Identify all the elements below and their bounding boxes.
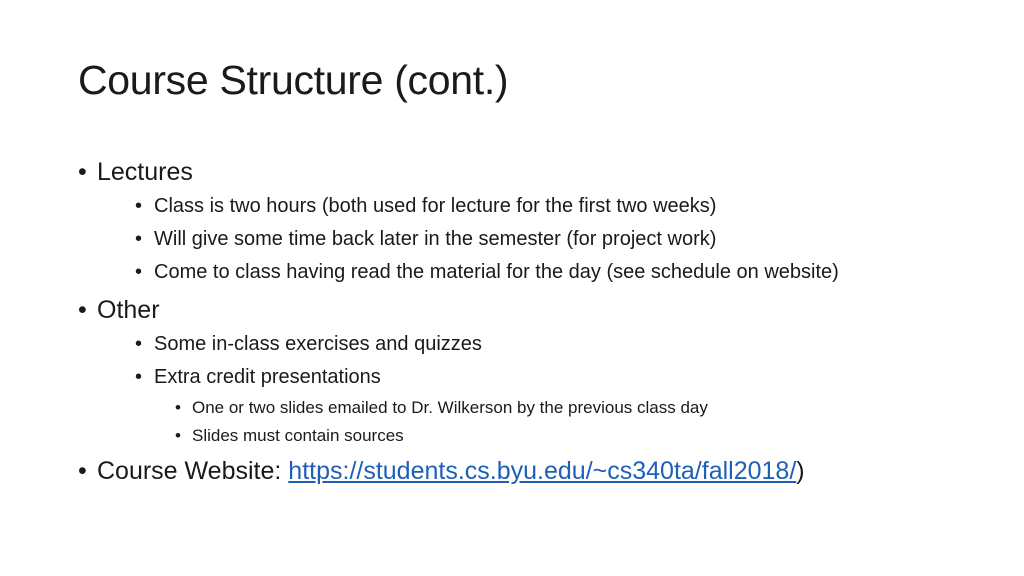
- bullet-label: Other: [97, 296, 160, 324]
- sub-sub-bullet-text: One or two slides emailed to Dr. Wilkerson by the previous class day: [192, 398, 708, 417]
- sub-bullet: [97, 190, 998, 223]
- bullet-course-website: [78, 453, 998, 489]
- sub-sub-bullet: [97, 422, 998, 450]
- sub-bullet-text: Class is two hours (both used for lecture for the first two weeks): [154, 195, 717, 217]
- bullet-dot-icon: •: [175, 426, 181, 445]
- sub-bullet-list: [97, 190, 998, 289]
- website-trailing: ): [796, 457, 805, 485]
- sub-bullet-list: [97, 328, 998, 450]
- sub-sub-bullet: [97, 394, 998, 422]
- sub-bullet: [97, 361, 998, 394]
- sub-bullet: [97, 256, 998, 289]
- bullet-dot-icon: •: [175, 398, 181, 417]
- bullet-dot-icon: •: [135, 261, 143, 283]
- course-website-link[interactable]: https://students.cs.byu.edu/~cs340ta/fall2018/: [288, 457, 797, 485]
- bullet-label: Lectures: [97, 158, 193, 186]
- slide-body: [78, 154, 998, 489]
- sub-bullet: [97, 223, 998, 256]
- sub-bullet-text: Come to class having read the material for the day (see schedule on website): [154, 261, 839, 283]
- bullet-dot-icon: •: [78, 457, 87, 485]
- sub-bullet-text: Will give some time back later in the semester (for project work): [154, 228, 717, 250]
- bullet-dot-icon: •: [78, 158, 87, 186]
- bullet-other: [78, 292, 998, 450]
- sub-sub-bullet-text: Slides must contain sources: [192, 426, 404, 445]
- slide-title: Course Structure (cont.): [78, 57, 509, 103]
- bullet-dot-icon: •: [78, 296, 87, 324]
- bullet-list: [78, 154, 998, 489]
- bullet-dot-icon: •: [135, 333, 143, 355]
- bullet-dot-icon: •: [135, 195, 143, 217]
- sub-bullet-text: Extra credit presentations: [154, 366, 381, 388]
- bullet-dot-icon: •: [135, 228, 143, 250]
- bullet-lectures: [78, 154, 998, 289]
- sub-bullet: [97, 328, 998, 361]
- bullet-dot-icon: •: [135, 366, 143, 388]
- website-label: Course Website:: [97, 457, 289, 485]
- sub-bullet-text: Some in-class exercises and quizzes: [154, 333, 482, 355]
